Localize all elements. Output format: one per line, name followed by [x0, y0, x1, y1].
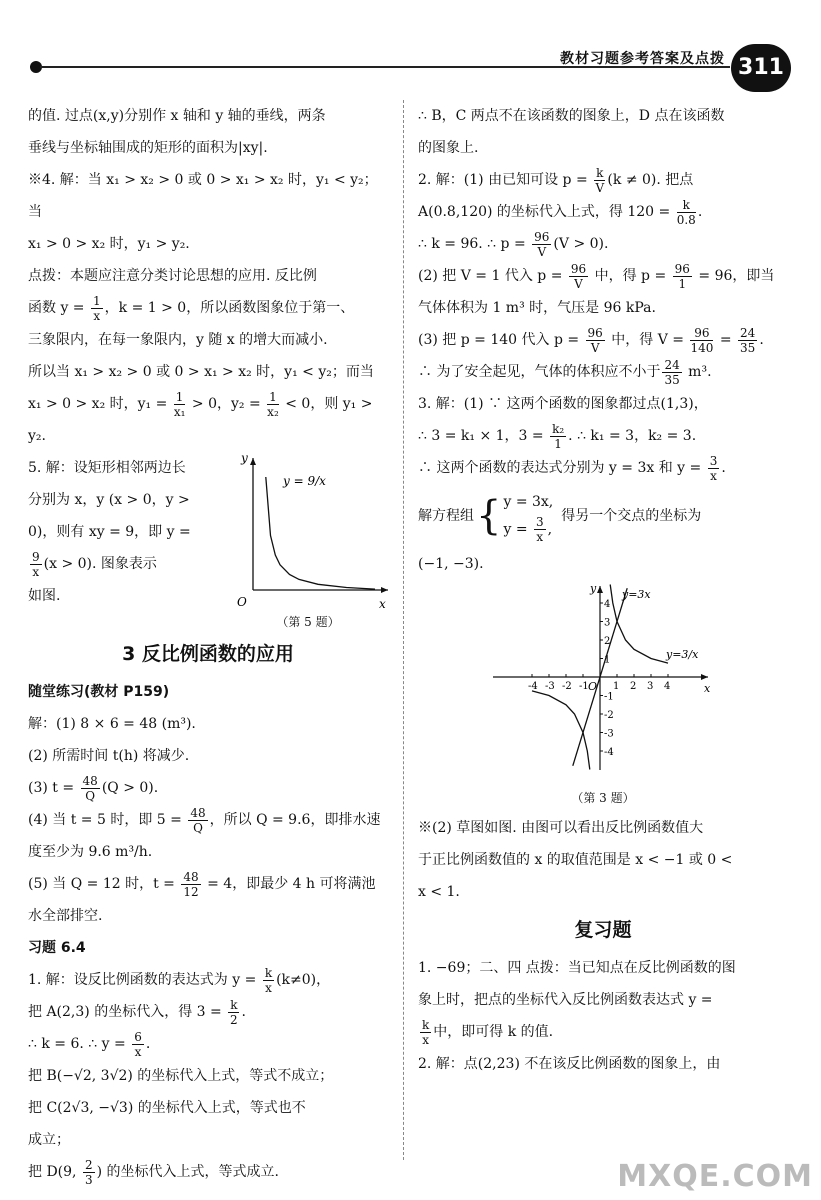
x-axis-arrow [701, 674, 708, 680]
text-line: 解：(1) 8 × 6 = 48 (m³). [28, 716, 196, 732]
curve-label: y=3/x [666, 648, 699, 661]
text-span: (x > 0). 图象表示 [43, 556, 157, 572]
text-span: . [759, 332, 764, 348]
text-line: 象上时，把点的坐标代入反比例函数表达式 y = [418, 992, 713, 1008]
figure-5-caption: （第 5 题） [276, 615, 340, 629]
text-span: 解方程组 [418, 508, 474, 524]
text-line: 1. −69；二、四 点拨：当已知点在反比例函数的图 [418, 960, 736, 976]
text-span: x₁ > 0 > x₂ 时，y₁ = [28, 396, 172, 412]
y-tick-label: -3 [604, 728, 614, 740]
equation-system-line [418, 484, 788, 548]
denominator: Q [85, 788, 96, 803]
numerator: k [422, 1017, 430, 1032]
fraction [174, 390, 186, 419]
text-span: (Q > 0). [101, 780, 159, 796]
numerator: 96 [690, 326, 713, 341]
text-span: > 0，y₂ = [187, 396, 266, 412]
fraction [690, 326, 713, 355]
left-column [28, 100, 388, 1188]
x-tick-label: -1 [579, 681, 589, 692]
text-line: 的图象上. [418, 140, 479, 156]
text-span: ∴ 这两个函数的表达式分别为 y = 3x 和 y = [418, 460, 706, 476]
text-line: 度至少为 9.6 m³/h. [28, 844, 153, 860]
text-span: (V > 0). [553, 236, 609, 252]
text-line [28, 964, 388, 996]
fraction [708, 454, 720, 483]
column-divider [403, 100, 404, 1160]
denominator: V [574, 276, 583, 291]
text-span: (2) 把 V = 1 代入 p = [418, 268, 567, 284]
x-axis-arrow [381, 587, 388, 593]
numerator: k [230, 997, 238, 1012]
text-span: . [697, 204, 703, 220]
x-tick-label: -2 [562, 681, 572, 692]
text-span: = [715, 332, 737, 348]
origin-label: O [237, 595, 247, 609]
numerator: 2 [84, 1157, 93, 1172]
text-span: . [145, 1036, 151, 1052]
text-line: 三象限内，在每一象限内，y 随 x 的增大而减小. [28, 332, 328, 348]
x-axis-label: x [704, 682, 711, 695]
text-line: ※(2) 草图如图. 由图可以看出反比例函数值大 [418, 820, 704, 836]
text-line: 的值. 过点(x,y)分别作 x 轴和 y 轴的垂线，两条 [28, 108, 326, 124]
text-line [28, 292, 388, 324]
text-span: . ∴ k₁ = 3，k₂ = 3. [568, 428, 697, 444]
fraction [228, 998, 239, 1027]
text-line: ※4. 解：当 x₁ > x₂ > 0 或 0 > x₁ > x₂ 时，y₁ < y₂；当 [28, 172, 378, 220]
numerator: 48 [183, 869, 199, 884]
text-line: (−1, −3). [418, 556, 484, 572]
denominator: x₂ [267, 404, 279, 419]
page-header [30, 44, 805, 94]
text-line [418, 228, 788, 260]
text-line: (2) 所需时间 t(h) 将减少. [28, 748, 190, 764]
text-line [418, 1016, 788, 1048]
text-line: 3. 解：(1) ∵ 这两个函数的图象都过点(1,3)， [418, 396, 708, 412]
text-line: 分别为 x，y (x > 0，y > [28, 492, 190, 508]
y-axis-arrow [250, 458, 256, 465]
figure-3-caption: （第 3 题） [571, 791, 635, 805]
x-axis-label: x [379, 597, 386, 611]
text-line: x < 1. [418, 884, 460, 900]
text-span: = 96，即当 [693, 268, 775, 284]
numerator: 48 [82, 773, 98, 788]
text-line: 如图. [28, 588, 61, 604]
text-span: (k ≠ 0). 把点 [607, 172, 694, 188]
fraction [263, 966, 274, 995]
text-line: 于正比例函数值的 x 的取值范围是 x < −1 或 0 < [418, 852, 733, 868]
text-line [418, 324, 788, 356]
text-line [28, 996, 388, 1028]
header-title: 教材习题参考答案及点拨 [560, 51, 725, 67]
text-span: , [547, 521, 553, 537]
text-line [418, 420, 788, 452]
curve-label: y = 9/x [283, 474, 326, 488]
text-span: (3) t = [28, 780, 79, 796]
denominator: 12 [183, 884, 199, 899]
numerator: 96 [587, 325, 603, 340]
denominator: x [422, 1032, 430, 1047]
text-line: x₁ > 0 > x₂ 时，y₁ > y₂. [28, 236, 190, 252]
denominator: 1 [678, 276, 687, 291]
text-span: (k≠0)， [276, 972, 331, 988]
y-tick-label: 3 [604, 617, 611, 629]
origin-label: O [588, 680, 598, 693]
y-tick-label: -2 [604, 710, 614, 721]
numerator: 3 [709, 453, 718, 468]
numerator: k [677, 198, 696, 213]
fraction [662, 358, 681, 387]
fraction [188, 806, 207, 835]
fraction [181, 870, 200, 899]
text-line: 垂线与坐标轴围成的矩形的面积为|xy|. [28, 140, 268, 156]
fraction [30, 550, 42, 579]
text-span: m³. [683, 364, 712, 380]
text-line [418, 452, 788, 484]
line-label: y=3x [622, 588, 651, 601]
text-line: 5. 解：设矩形相邻两边长 [28, 460, 186, 476]
brace: { [476, 493, 502, 539]
text-span: 函数 y = [28, 300, 89, 316]
denominator: 35 [740, 340, 756, 355]
text-line [28, 772, 388, 804]
text-line [28, 804, 388, 836]
denominator: 3 [84, 1172, 93, 1187]
denominator: 140 [690, 340, 714, 355]
text-line [28, 388, 388, 452]
equation-2 [503, 515, 553, 544]
y-tick-label: -1 [604, 691, 614, 703]
text-line [418, 164, 788, 196]
denominator: x [265, 980, 272, 995]
text-span: 把 A(2,3) 的坐标代入，得 3 = [28, 1004, 227, 1020]
text-span: 2. 解：(1) 由已知可设 p = [418, 172, 593, 188]
numerator: k [596, 165, 604, 180]
denominator: x₁ [173, 404, 186, 419]
numerator: 48 [190, 805, 206, 820]
equation-1: y = 3x, [503, 493, 554, 510]
numerator: 96 [674, 261, 690, 276]
text-line [28, 548, 228, 580]
fraction [267, 390, 279, 419]
fraction [677, 198, 696, 227]
fraction [594, 166, 605, 195]
x-tick-label: 4 [664, 681, 671, 692]
fraction [532, 230, 551, 259]
text-span: ) 的坐标代入上式，等式成立. [96, 1164, 279, 1180]
practice-heading: 随堂练习(教材 P159) [28, 684, 170, 700]
denominator: 2 [230, 1012, 238, 1027]
denominator: 0.8 [676, 212, 696, 227]
fraction [586, 326, 605, 355]
fraction [81, 774, 100, 803]
denominator: x [710, 468, 717, 483]
numerator: 6 [134, 1029, 142, 1044]
text-line: ∴ B，C 两点不在该函数的图象上，D 点在该函数 [418, 108, 725, 124]
text-line [418, 356, 788, 388]
denominator: V [595, 180, 605, 195]
numerator: 96 [570, 261, 587, 276]
denominator: 35 [664, 372, 680, 387]
numerator: 1 [269, 389, 277, 404]
y-tick-label: 1 [604, 654, 611, 666]
text-span: ，k = 1 > 0，所以函数图象位于第一、 [104, 300, 355, 316]
y-tick-label: 2 [604, 636, 611, 647]
figure-5-graph [233, 450, 393, 625]
text-line: 把 B(−√2, 3√2) 的坐标代入上式，等式不成立； [28, 1068, 334, 1084]
numerator: k [264, 965, 273, 980]
denominator: Q [193, 820, 203, 835]
x-tick-label: 2 [630, 681, 637, 692]
text-span: (4) 当 t = 5 时，即 5 = [28, 812, 187, 828]
text-line: 0)，则有 xy = 9，即 y = [28, 524, 191, 540]
fraction [673, 262, 692, 291]
numerator: 1 [93, 293, 101, 308]
figure-3-graph [418, 580, 788, 780]
denominator: V [590, 340, 600, 355]
text-line: 点拨：本题应注意分类讨论思想的应用. 反比例 [28, 268, 317, 284]
text-span: 中，得 V = [606, 332, 689, 348]
text-line: 水全部排空. [28, 908, 103, 924]
fraction [132, 1030, 144, 1059]
numerator: 96 [534, 229, 550, 244]
fraction [550, 422, 566, 451]
text-span: (5) 当 Q = 12 时，t = [28, 876, 180, 892]
text-span: ∴ 3 = k₁ × 1，3 = [418, 428, 549, 444]
text-line: 把 C(2√3, −√3) 的坐标代入上式，等式也不 [28, 1100, 306, 1116]
denominator: V [537, 244, 547, 259]
denominator: 1 [554, 436, 562, 451]
text-span: 中，即可得 k 的值. [433, 1024, 554, 1040]
text-line: 所以当 x₁ > x₂ > 0 或 0 > x₁ > x₂ 时，y₁ < y₂；而当 [28, 364, 374, 380]
numerator: 1 [175, 389, 184, 404]
y-tick-label: -4 [604, 747, 614, 758]
hyperbola-branch [532, 691, 590, 770]
text-span: A(0.8,120) 的坐标代入上式，得 120 = [418, 204, 675, 220]
x-tick-label: 3 [647, 681, 654, 692]
y-axis-label: y [241, 451, 248, 465]
text-span: ，所以 Q = 9.6，即排水速 [209, 812, 381, 828]
exercise-heading: 习题 6.4 [28, 940, 86, 956]
fraction [738, 326, 757, 355]
x-tick-label: -3 [545, 681, 555, 692]
question-5-block [28, 452, 388, 612]
question-5-text [28, 452, 228, 612]
text-span: < 0，则 y₁ > y₂. [28, 396, 373, 444]
text-span: . [241, 1004, 246, 1020]
fraction [534, 515, 546, 544]
denominator: x [93, 308, 101, 323]
text-span: 把 D(9, [28, 1164, 81, 1180]
text-span: 1. 解：设反比例函数的表达式为 y = [28, 972, 261, 988]
page-number: 311 [731, 44, 791, 92]
numerator: 3 [536, 514, 544, 529]
text-line [28, 868, 388, 900]
fraction [83, 1158, 95, 1187]
right-column [418, 100, 788, 1080]
y-axis-label: y [590, 582, 597, 595]
text-line: 气体体积为 1 m³ 时，气压是 96 kPa. [418, 300, 656, 316]
text-span: 得另一个交点的坐标为 [561, 508, 702, 524]
y-axis-arrow [597, 586, 603, 593]
denominator: x [134, 1044, 142, 1059]
text-span: . [721, 460, 726, 476]
text-span: ∴ 为了安全起见，气体的体积应不小于 [418, 364, 661, 380]
text-span: ∴ k = 96. ∴ p = [418, 236, 531, 252]
text-span: ∴ k = 6. ∴ y = [28, 1036, 131, 1052]
watermark: MXQE.COM [617, 1159, 813, 1194]
x-tick-label: -4 [528, 681, 538, 692]
text-line [28, 1028, 388, 1060]
denominator: x [536, 529, 544, 544]
section-title: 3 反比例函数的应用 [122, 643, 294, 665]
text-line: 成立； [28, 1132, 70, 1148]
x-tick-label: 1 [613, 681, 620, 692]
hyperbola-curve [266, 477, 375, 589]
text-span: (3) 把 p = 140 代入 p = [418, 332, 584, 348]
fraction [91, 294, 103, 323]
equation-system [503, 489, 553, 544]
text-line [418, 196, 788, 228]
text-line [418, 260, 788, 292]
numerator: 24 [740, 325, 756, 340]
denominator: x [32, 564, 40, 579]
text-line [28, 1156, 388, 1188]
y-tick-label: 4 [604, 599, 611, 610]
numerator: 24 [664, 357, 680, 372]
numerator: 9 [32, 549, 40, 564]
review-title: 复习题 [574, 919, 632, 941]
numerator: k₂ [552, 421, 565, 436]
text-line: 2. 解：点(2,23) 不在该反比例函数的图象上，由 [418, 1056, 721, 1072]
text-span: 中，得 p = [590, 268, 671, 284]
fraction [569, 262, 588, 291]
text-span: y = [503, 521, 532, 537]
fraction [420, 1018, 431, 1047]
text-span: = 4，即最少 4 h 可将满池 [202, 876, 376, 892]
